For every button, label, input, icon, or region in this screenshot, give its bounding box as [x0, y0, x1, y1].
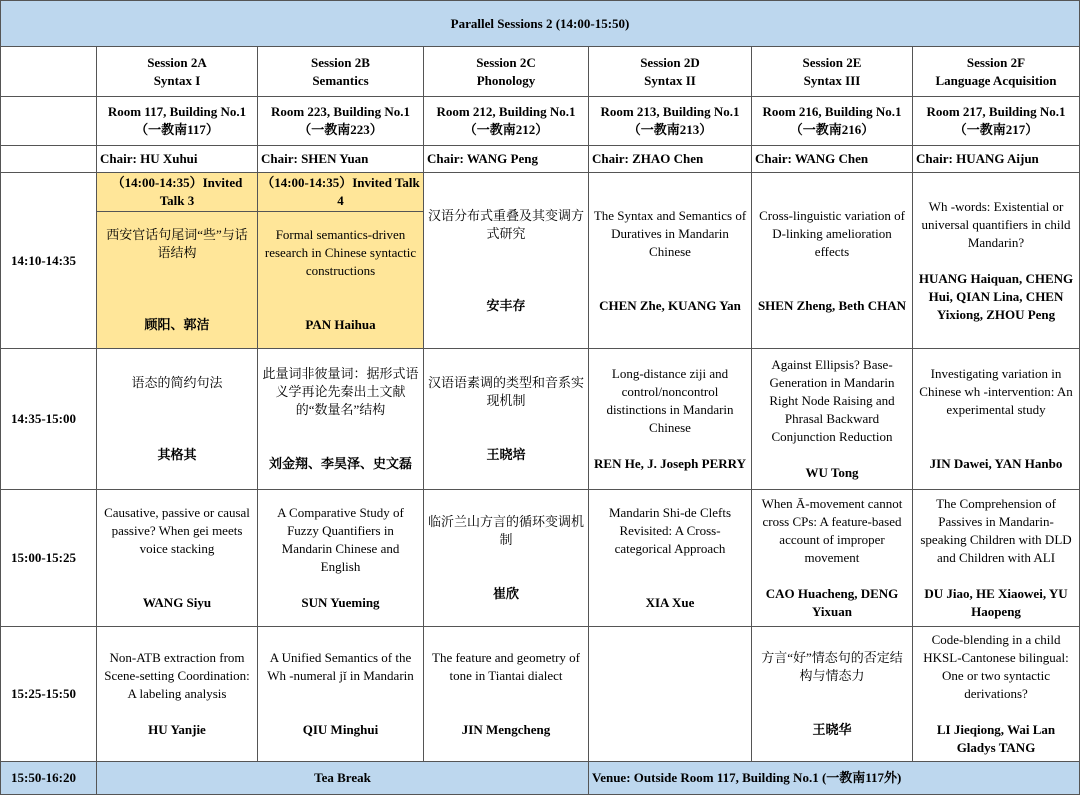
- talk-title: Code-blending in a child HKSL-Cantonese bilingual: One or two syntactic derivations?: [923, 632, 1069, 701]
- talk-title: 语态的简约句法: [131, 375, 223, 390]
- talk-title: A Comparative Study of Fuzzy Quantifiers in Mandarin Chinese and English: [277, 505, 404, 574]
- slot-row: [1, 627, 1080, 762]
- talk-title: Investigating variation in Chinese wh -intervention: An experimental study: [919, 366, 1073, 417]
- chair-cell: Chair: SHEN Yuan: [258, 146, 424, 173]
- talk-cell: [97, 349, 258, 490]
- talk-author: HUANG Haiquan, CHENG Hui, QIAN Lina, CHEN Yixiong, ZHOU Peng: [918, 270, 1074, 322]
- chair-cell: Chair: WANG Peng: [424, 146, 589, 173]
- empty-talk-cell: [589, 627, 752, 762]
- session-heading: Session 2E Syntax III: [752, 47, 913, 97]
- talk-title: 临沂兰山方言的循环变调机制: [427, 514, 584, 547]
- talk-title: The feature and geometry of tone in Tiantai dialect: [432, 650, 580, 683]
- room-cell: Room 212, Building No.1 （一教南212）: [424, 97, 589, 146]
- talk-cell: [913, 490, 1080, 627]
- time-cell: 14:35-15:00: [1, 349, 97, 490]
- talk-author: 王晓培: [486, 447, 526, 462]
- talk-cell: [424, 349, 589, 490]
- talk-cell: [258, 212, 424, 349]
- break-row: [1, 762, 1080, 795]
- talk-author: 安丰存: [486, 297, 526, 313]
- talk-author: WANG Siyu: [142, 595, 212, 610]
- session-heading: Session 2F Language Acquisition: [913, 47, 1080, 97]
- session-heading: Session 2A Syntax I: [97, 47, 258, 97]
- chair-cell: Chair: ZHAO Chen: [589, 146, 752, 173]
- talk-title: The Syntax and Semantics of Duratives in Mandarin Chinese: [593, 207, 747, 259]
- slot-row: [1, 173, 1080, 212]
- talk-author: CAO Huacheng, DENG Yixuan: [765, 586, 899, 619]
- corner-cell: [1, 146, 97, 173]
- talk-title: Long-distance ziji and control/noncontrol distinctions in Mandarin Chinese: [606, 366, 734, 435]
- talk-cell: [424, 627, 589, 762]
- time-cell: 15:25-15:50: [1, 627, 97, 762]
- parallel-sessions-banner: Parallel Sessions 2 (14:00-15:50): [1, 1, 1080, 47]
- chair-cell: Chair: HUANG Aijun: [913, 146, 1080, 173]
- talk-author: JIN Dawei, YAN Hanbo: [929, 456, 1063, 471]
- chair-row: [1, 146, 1080, 173]
- talk-author: XIA Xue: [645, 595, 695, 610]
- talk-title: 西安官话句尾词“些”与话语结构: [106, 227, 248, 260]
- room-cell: Room 217, Building No.1 （一教南217）: [913, 97, 1080, 146]
- talk-title: Formal semantics-driven research in Chinese syntactic constructions: [264, 227, 417, 278]
- tea-break-label: Tea Break: [97, 762, 589, 795]
- corner-cell: [1, 47, 97, 97]
- talk-title: 汉语分布式重叠及其变调方式研究: [427, 207, 584, 241]
- talk-title: When Ā-movement cannot cross CPs: A feature-based account of improper movement: [761, 496, 903, 565]
- talk-author: 刘金翔、李昊泽、史文磊: [268, 456, 412, 471]
- talk-title: 方言“好”情态句的否定结构与情态力: [761, 650, 903, 683]
- talk-title: A Unified Semantics of the Wh -numeral jǐ in Mandarin: [267, 650, 414, 683]
- talk-cell: [258, 490, 424, 627]
- session-heading: Session 2B Semantics: [258, 47, 424, 97]
- talk-cell: [589, 490, 752, 627]
- talk-title: Mandarin Shi-de Clefts Revisited: A Cross-categorical Approach: [608, 505, 732, 556]
- talk-cell: [913, 349, 1080, 490]
- talk-author: HU Yanjie: [148, 722, 206, 737]
- session-heading: Session 2C Phonology: [424, 47, 589, 97]
- talk-title: Against Ellipsis? Base-Generation in Mandarin Right Node Raising and Phrasal Backward Conjunction Reduction: [769, 357, 895, 444]
- talk-author: 其格其: [157, 447, 197, 462]
- talk-title: Cross-linguistic variation of D-linking amelioration effects: [759, 207, 905, 259]
- talk-title: 汉语语素调的类型和音系实现机制: [427, 375, 584, 408]
- talk-author: SHEN Zheng, Beth CHAN: [757, 297, 907, 313]
- time-cell: 15:00-15:25: [1, 490, 97, 627]
- talk-author: WU Tong: [805, 465, 859, 480]
- talk-title: Causative, passive or causal passive? When gei meets voice stacking: [104, 505, 250, 556]
- talk-cell: [752, 627, 913, 762]
- talk-cell: [913, 627, 1080, 762]
- talk-author: DU Jiao, HE Xiaowei, YU Haopeng: [924, 586, 1068, 619]
- time-cell: 14:10-14:35: [1, 173, 97, 349]
- talk-author: PAN Haihua: [305, 317, 376, 332]
- talk-author: 王晓华: [812, 722, 852, 737]
- room-cell: Room 223, Building No.1 （一教南223）: [258, 97, 424, 146]
- talk-title: Non-ATB extraction from Scene-setting Coordination: A labeling analysis: [104, 650, 250, 701]
- corner-cell: [1, 97, 97, 146]
- talk-cell: [913, 173, 1080, 349]
- talk-cell: [752, 490, 913, 627]
- session-heading: Session 2D Syntax II: [589, 47, 752, 97]
- talk-author: LI Jieqiong, Wai Lan Gladys TANG: [936, 722, 1056, 755]
- talk-cell: [589, 173, 752, 349]
- chair-cell: Chair: HU Xuhui: [97, 146, 258, 173]
- room-cell: Room 216, Building No.1 （一教南216）: [752, 97, 913, 146]
- talk-cell: [258, 627, 424, 762]
- talk-cell: [424, 490, 589, 627]
- room-cell: Room 117, Building No.1 （一教南117）: [97, 97, 258, 146]
- invited-talk-label: （14:00-14:35）Invited Talk 3: [97, 173, 258, 212]
- room-cell: Room 213, Building No.1 （一教南213）: [589, 97, 752, 146]
- talk-author: REN He, J. Joseph PERRY: [594, 456, 746, 471]
- talk-cell: [97, 627, 258, 762]
- talk-cell: [752, 349, 913, 490]
- talk-cell: [97, 212, 258, 349]
- talk-cell: [258, 349, 424, 490]
- slot-row: [1, 490, 1080, 627]
- talk-author: 崔欣: [492, 586, 519, 601]
- talk-author: QIU Minghui: [302, 722, 379, 737]
- slot-row: [1, 349, 1080, 490]
- talk-cell: [589, 349, 752, 490]
- talk-author: CHEN Zhe, KUANG Yan: [599, 297, 741, 313]
- talk-author: SUN Yueming: [301, 595, 380, 610]
- room-row: [1, 97, 1080, 146]
- talk-title: 此量词非彼量词：据形式语义学再论先秦出土文献的“数量名”结构: [262, 366, 419, 417]
- talk-author: JIN Mengcheng: [461, 722, 551, 737]
- talk-cell: [97, 490, 258, 627]
- talk-title: Wh -words: Existential or universal quantifiers in child Mandarin?: [921, 198, 1071, 250]
- talk-cell: [424, 173, 589, 349]
- chair-cell: Chair: WANG Chen: [752, 146, 913, 173]
- invited-talk-label: （14:00-14:35）Invited Talk 4: [258, 173, 424, 212]
- talk-author: 顾阳、郭洁: [144, 317, 210, 332]
- break-venue: Venue: Outside Room 117, Building No.1 (一教南117外): [589, 762, 1080, 795]
- talk-cell: [752, 173, 913, 349]
- talk-title: The Comprehension of Passives in Mandarin-speaking Children with DLD and Children with ALI: [920, 496, 1072, 565]
- session-header-row: [1, 47, 1080, 97]
- break-time: 15:50-16:20: [1, 762, 97, 795]
